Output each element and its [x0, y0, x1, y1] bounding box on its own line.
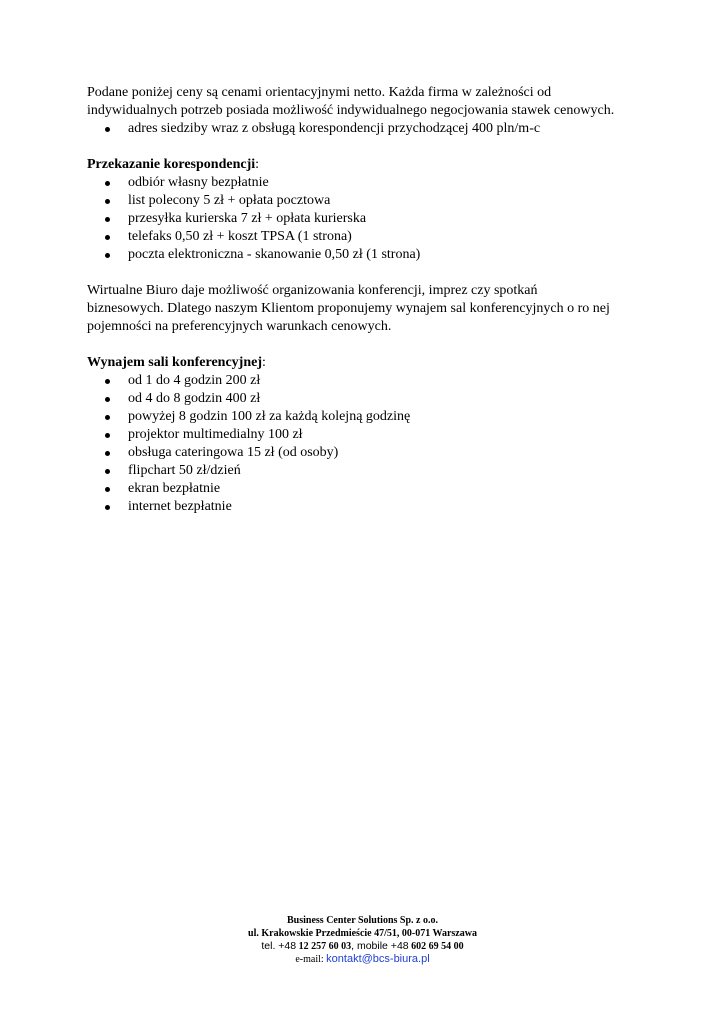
list-item-text: powyżej 8 godzin 100 zł za każdą kolejną godzinę — [128, 409, 411, 424]
list-item-text: list polecony 5 zł + opłata pocztowa — [128, 193, 331, 208]
footer-address: ul. Krakowskie Przedmieście 47/51, 00-071 Warszawa — [248, 928, 477, 939]
list-item — [87, 408, 647, 426]
bullet-icon — [105, 235, 110, 240]
footer-email: e-mail: kontakt@bcs-biura.pl — [295, 953, 430, 965]
list-item — [87, 444, 647, 462]
list-item — [87, 228, 647, 246]
list-item — [87, 480, 647, 498]
intro-line-2: indywidualnych potrzeb posiada możliwość indywidualnego negocjowania stawek cenowych. — [87, 103, 615, 118]
bullet-icon — [105, 379, 110, 384]
bullet-icon — [105, 199, 110, 204]
bullet-icon — [105, 127, 110, 132]
conference-text-line-1: Wirtualne Biuro daje możliwość organizowania konferencji, imprez czy spotkań — [87, 283, 538, 298]
email-link[interactable]: kontakt@bcs-biura.pl — [326, 953, 430, 965]
list-item — [87, 372, 647, 390]
list-item-text: ekran bezpłatnie — [128, 481, 221, 496]
list-item — [87, 120, 647, 138]
list-item — [87, 210, 647, 228]
section-heading-rental: Wynajem sali konferencyjnej: — [87, 355, 266, 370]
intro-line-1: Podane poniżej ceny są cenami orientacyjnymi netto. Każda firma w zależności od — [87, 85, 552, 100]
bullet-icon — [105, 181, 110, 186]
list-item-text: obsługa cateringowa 15 zł (od osoby) — [128, 445, 339, 460]
list-item-text: adres siedziby wraz z obsługą korespondencji przychodzącej 400 pln/m-c — [128, 121, 541, 136]
bullet-icon — [105, 415, 110, 420]
list-item-text: odbiór własny bezpłatnie — [128, 175, 269, 190]
list-item-text: od 1 do 4 godzin 200 zł — [128, 373, 261, 388]
spacer — [87, 336, 647, 354]
spacer — [87, 138, 647, 156]
bullet-icon — [105, 505, 110, 510]
list-item-text: poczta elektroniczna - skanowanie 0,50 zł (1 strona) — [128, 247, 421, 262]
list-item — [87, 426, 647, 444]
bullet-icon — [105, 487, 110, 492]
list-item — [87, 462, 647, 480]
conference-text-line-3: pojemności na preferencyjnych warunkach cenowych. — [87, 319, 392, 334]
list-item — [87, 246, 647, 264]
bullet-icon — [105, 253, 110, 258]
list-item-text: przesyłka kurierska 7 zł + opłata kurierska — [128, 211, 367, 226]
spacer — [87, 264, 647, 282]
bullet-icon — [105, 433, 110, 438]
bullet-icon — [105, 469, 110, 474]
list-item-text: od 4 do 8 godzin 400 zł — [128, 391, 261, 406]
bullet-icon — [105, 397, 110, 402]
correspondence-list — [87, 174, 647, 264]
rental-list — [87, 372, 647, 516]
bullet-icon — [105, 217, 110, 222]
list-item-text: telefaks 0,50 zł + koszt TPSA (1 strona) — [128, 229, 352, 244]
list-item-text: internet bezpłatnie — [128, 499, 232, 514]
list-item-text: flipchart 50 zł/dzień — [128, 463, 241, 478]
list-item — [87, 498, 647, 516]
footer-company: Business Center Solutions Sp. z o.o. — [287, 915, 438, 926]
page-footer — [0, 914, 725, 966]
bullet-icon — [105, 451, 110, 456]
list-item-text: projektor multimedialny 100 zł — [128, 427, 303, 442]
intro-list — [87, 120, 647, 138]
document-body — [87, 84, 647, 516]
section-heading-correspondence: Przekazanie korespondencji: — [87, 157, 260, 172]
conference-text-line-2: biznesowych. Dlatego naszym Klientom proponujemy wynajem sal konferencyjnych o ro nej — [87, 301, 610, 316]
footer-phone: tel. +48 12 257 60 03, mobile +48 602 69 54 00 — [261, 940, 464, 952]
list-item — [87, 192, 647, 210]
list-item — [87, 174, 647, 192]
list-item — [87, 390, 647, 408]
